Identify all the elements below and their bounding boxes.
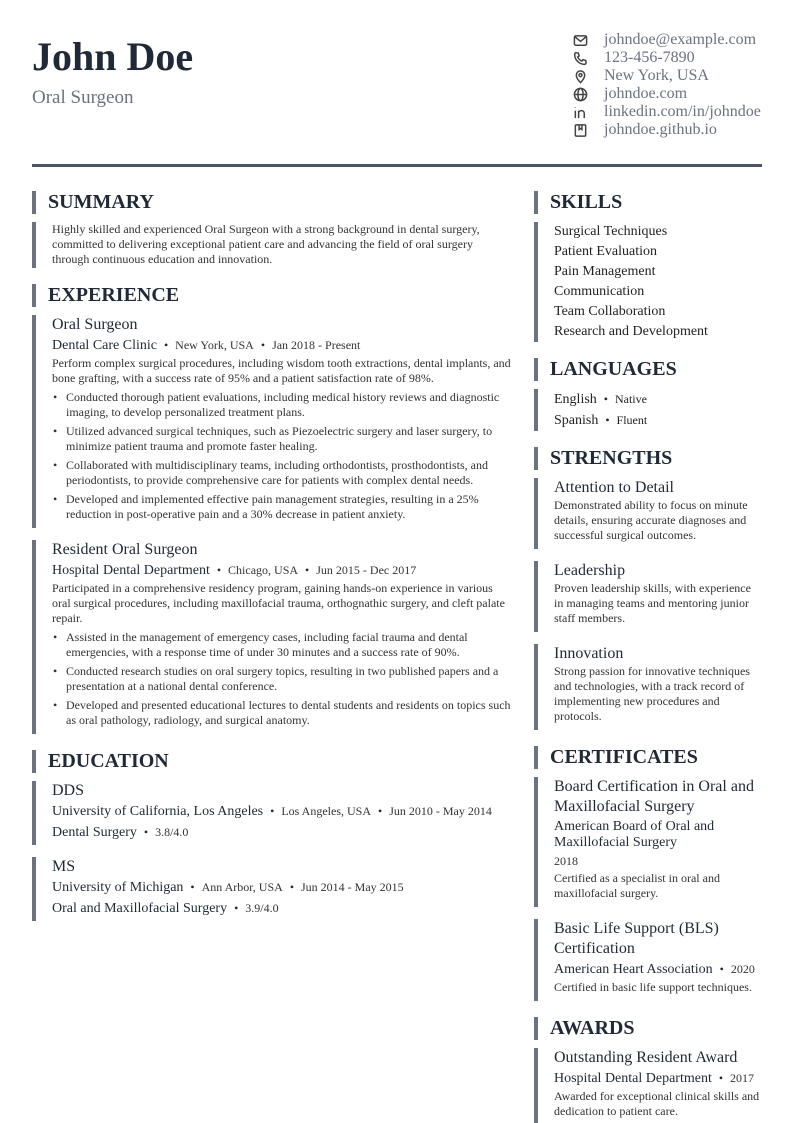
certificate-issuer: American Board of Oral and Maxillofacial Surgery (554, 819, 715, 850)
certificate-meta: American Heart Association • 2020 (554, 962, 755, 977)
contact-phone[interactable] (572, 49, 772, 67)
skill-item: Surgical Techniques (554, 224, 668, 239)
job-meta: Hospital Dental Department • Chicago, USA • Jun 2015 - Dec 2017 (52, 563, 417, 578)
github-icon (572, 122, 589, 139)
job-company: Hospital Dental Department (52, 563, 210, 578)
skill-item: Communication (554, 284, 645, 299)
job-bullet: • Developed and implemented effective pain management strategies, resulting in a 25% reduction in post-operative pain and a 30% decrease in patient anxiety. (52, 492, 512, 522)
contact-phone-text: 123-456-7890 (604, 49, 695, 66)
location-icon (572, 68, 589, 85)
certificate-text: Certified in basic life support techniques. (554, 980, 752, 994)
job-role: Oral Surgeon (52, 316, 138, 333)
edu-school: University of Michigan (52, 880, 184, 895)
mail-icon (572, 32, 589, 49)
certificate-year: 2018 (554, 854, 578, 868)
edu-degree: DDS (52, 782, 85, 799)
strength-item (534, 644, 762, 730)
strength-title: Innovation (554, 645, 624, 662)
edu-field: Dental Surgery (52, 825, 137, 840)
edu-gpa: 3.8/4.0 (155, 825, 189, 839)
edu-field-row: Oral and Maxillofacial Surgery • 3.9/4.0 (52, 901, 279, 916)
globe-icon (572, 86, 589, 103)
language-item: Spanish • Fluent (554, 413, 648, 428)
strength-text: Proven leadership skills, with experience in managing teams and mentoring junior staff members. (554, 581, 751, 625)
experience-item (32, 315, 512, 528)
job-location: New York, USA (175, 338, 254, 352)
job-bullets (52, 630, 512, 728)
language-level: Native (614, 392, 647, 406)
languages-heading: LANGUAGES (534, 358, 762, 381)
job-bullet: • Conducted research studies on oral surgery topics, resulting in two published papers and a presentation at a national dental conference. (52, 664, 512, 694)
certificate-title: Board Certification in Oral and Maxillofacial Surgery (554, 778, 754, 815)
job-location: Chicago, USA (228, 563, 299, 577)
side-column (534, 191, 762, 1123)
edu-gpa: 3.9/4.0 (245, 901, 279, 915)
strength-item (534, 561, 762, 632)
contact-list (572, 31, 772, 139)
contact-location (572, 67, 772, 85)
certificate-item (534, 777, 762, 907)
candidate-title: Oral Surgeon (32, 87, 134, 108)
certificates-heading: CERTIFICATES (534, 746, 762, 769)
job-meta: Dental Care Clinic • New York, USA • Jan 2018 - Present (52, 338, 361, 353)
contact-linkedin-text: linkedin.com/in/johndoe (604, 103, 761, 120)
summary-block (32, 222, 512, 268)
education-item (32, 857, 512, 921)
contact-github-text: johndoe.github.io (604, 121, 717, 138)
certificate-item (534, 919, 762, 1001)
job-bullets (52, 390, 512, 522)
skills-block (534, 222, 762, 342)
skills-heading: SKILLS (534, 191, 762, 214)
award-text: Awarded for exceptional clinical skills and dedication to patient care. (554, 1089, 760, 1118)
contact-location-text: New York, USA (604, 67, 709, 84)
strength-item (534, 478, 762, 549)
edu-meta: University of California, Los Angeles • Los Angeles, USA • Jun 2010 - May 2014 (52, 804, 492, 819)
job-company: Dental Care Clinic (52, 338, 157, 353)
strength-title: Attention to Detail (554, 479, 674, 496)
skill-item: Team Collaboration (554, 304, 666, 319)
phone-icon (572, 50, 589, 67)
edu-field: Oral and Maxillofacial Surgery (52, 901, 228, 916)
language-item: English • Native (554, 392, 647, 407)
certificate-title: Basic Life Support (BLS) Certification (554, 920, 719, 957)
contact-github[interactable] (572, 121, 772, 139)
candidate-name: John Doe (32, 34, 194, 79)
resume-header (32, 0, 762, 168)
job-bullet: • Utilized advanced surgical techniques, such as Piezoelectric surgery and laser surgery, to minimize patient trauma and promote faster healing. (52, 424, 512, 454)
job-description: Perform complex surgical procedures, including wisdom tooth extractions, dental implants, and bone grafting, with a success rate of 95% and a patient satisfaction rate of 98%. (52, 356, 511, 385)
certificate-year: 2020 (730, 962, 755, 976)
job-bullet: • Assisted in the management of emergency cases, including facial trauma and dental emergencies, with a response time of under 30 minutes and a success rate of 90%. (52, 630, 512, 660)
contact-linkedin[interactable] (572, 103, 772, 121)
contact-email[interactable] (572, 31, 772, 49)
job-dates: Jun 2015 - Dec 2017 (316, 563, 417, 577)
summary-heading: SUMMARY (32, 191, 512, 214)
edu-location: Ann Arbor, USA (201, 880, 283, 894)
award-title: Outstanding Resident Award (554, 1049, 738, 1066)
skill-item: Patient Evaluation (554, 244, 658, 259)
contact-email-text: johndoe@example.com (604, 31, 757, 48)
experience-heading: EXPERIENCE (32, 284, 512, 307)
award-item (534, 1048, 762, 1123)
edu-location: Los Angeles, USA (281, 804, 372, 818)
job-dates: Jan 2018 - Present (272, 338, 361, 352)
certificate-text: Certified as a specialist in oral and maxillofacial surgery. (554, 871, 720, 900)
strengths-heading: STRENGTHS (534, 447, 762, 470)
award-meta: Hospital Dental Department • 2017 (554, 1071, 755, 1086)
summary-text: Highly skilled and experienced Oral Surgeon with a strong background in dental surgery, committed to delivering exceptional patient care and advancing the field of oral surgery through continuous education and innovation. (52, 222, 480, 266)
language-name: Spanish (554, 413, 599, 428)
awards-heading: AWARDS (534, 1017, 762, 1040)
skill-item: Research and Development (554, 324, 708, 339)
award-issuer: Hospital Dental Department (554, 1071, 712, 1086)
award-year: 2017 (730, 1071, 755, 1085)
contact-website[interactable] (572, 85, 772, 103)
job-role: Resident Oral Surgeon (52, 541, 198, 558)
education-item (32, 781, 512, 845)
job-bullet: • Developed and presented educational lectures to dental students and residents on topics such as oral pathology, radiology, and surgical anatomy. (52, 698, 512, 728)
education-heading: EDUCATION (32, 750, 512, 773)
main-column (32, 191, 512, 933)
edu-degree: MS (52, 858, 76, 875)
edu-dates: Jun 2014 - May 2015 (301, 880, 404, 894)
edu-school: University of California, Los Angeles (52, 804, 264, 819)
language-name: English (554, 392, 597, 407)
contact-website-text: johndoe.com (604, 85, 688, 102)
job-bullet: • Collaborated with multidisciplinary teams, including orthodontists, prosthodontists, and periodontists, to provide comprehensive care for patients with complex dental needs. (52, 458, 512, 488)
certificate-issuer: American Heart Association (554, 962, 713, 977)
edu-dates: Jun 2010 - May 2014 (389, 804, 492, 818)
languages-block (534, 389, 762, 431)
experience-item (32, 540, 512, 734)
skill-item: Pain Management (554, 264, 656, 279)
language-level: Fluent (616, 413, 648, 427)
job-bullet: • Conducted thorough patient evaluations, including medical history reviews and diagnostic imaging, to develop personalized treatment plans. (52, 390, 512, 420)
linkedin-icon (572, 104, 589, 121)
strength-text: Demonstrated ability to focus on minute details, ensuring accurate diagnoses and successful surgical outcomes. (554, 498, 748, 542)
edu-field-row: Dental Surgery • 3.8/4.0 (52, 825, 189, 840)
header-divider (32, 164, 762, 167)
strength-title: Leadership (554, 562, 626, 579)
edu-meta: University of Michigan • Ann Arbor, USA • Jun 2014 - May 2015 (52, 880, 404, 895)
job-description: Participated in a comprehensive residency program, gaining hands-on experience in various oral surgical procedures, including maxillofacial trauma, orthognathic surgery, and cleft palate repair. (52, 581, 505, 625)
strength-text: Strong passion for innovative techniques and technologies, with a track record of implementing new procedures and protocols. (554, 664, 750, 723)
